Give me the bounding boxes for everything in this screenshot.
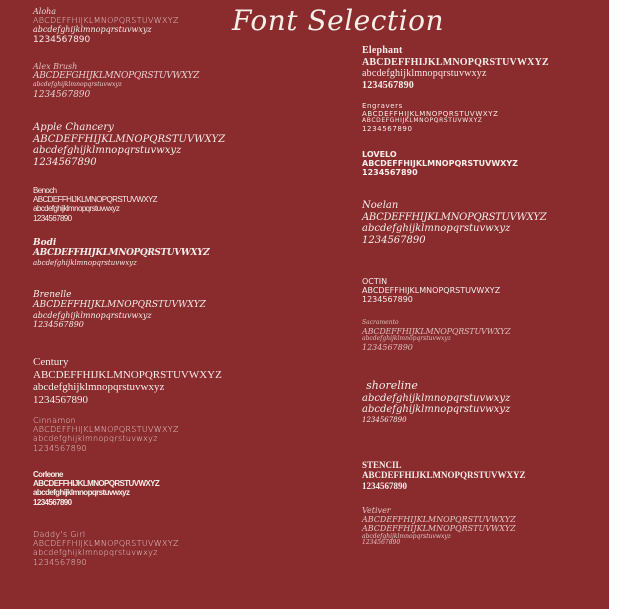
font-sample-elephant (362, 45, 549, 91)
font-uppercase: ABCDEFFHIJKLMNOPQRSTUVWXYZ (33, 425, 179, 435)
font-sample-cinnamon (33, 416, 179, 453)
font-lowercase: abcdefghijklmnopqrstuvwxyz (33, 25, 152, 35)
font-sample-daddys-girl (33, 530, 179, 567)
font-uppercase: ABCDEFFHIJKLMNOPQRSTUVWXYZ (362, 326, 511, 336)
font-digits: 1234567890 (362, 168, 418, 178)
font-uppercase: ABCDEFFHIJKLMNOPQRSTUVWXYZ (33, 195, 157, 205)
font-digits: 1234567890 (33, 213, 72, 223)
font-name: Aloha (33, 7, 57, 16)
font-uppercase: ABCDEFFHIJKLMNOPQRSTUVWXYZ (33, 479, 160, 489)
font-lowercase: abcdefghijklmnopqrstuvwxyz (33, 434, 158, 444)
font-lowercase: abcdefghijklmnopqrstuvwxyz (33, 488, 130, 498)
font-name: Corleone (33, 470, 63, 479)
font-digits: 1234567890 (33, 497, 72, 507)
font-sample-benoch (33, 186, 157, 223)
font-uppercase: ABCDEFFHIJKLMNOPQRSTUVWXYZ (362, 110, 499, 119)
font-digits: 1234567890 (33, 393, 88, 406)
font-uppercase: abcdefghijklmnopqrstuvwxyz (362, 392, 511, 404)
font-name: Vetiver (362, 506, 391, 515)
font-sample-apple-chancery (33, 122, 225, 168)
font-uppercase: ABCDEFFHIJKLMNOPQRSTUVWXYZ (362, 515, 516, 525)
font-digits: 1234567890 (362, 295, 413, 305)
font-uppercase: ABCDEFFHIJKLMNOPQRSTUVWXYZ (33, 248, 210, 259)
font-digits: 1234567890 (362, 79, 414, 91)
font-sample-aloha (33, 7, 179, 45)
font-uppercase: ABCDEFFHIJKLMNOPQRSTUVWXYZ (362, 470, 526, 481)
font-digits: 1234567890 (362, 539, 401, 547)
font-name: Bodi (33, 238, 57, 248)
font-digits: 1234567890 (33, 90, 91, 101)
font-name: Engravers (362, 102, 403, 110)
font-lowercase: ABCDEFGHIJKLMNOPQRSTUVWXYZ (362, 117, 483, 125)
font-sample-noelan (362, 200, 546, 246)
font-name: Apple Chancery (33, 122, 114, 133)
font-digits: 1234567890 (362, 124, 413, 133)
font-uppercase: ABCDEFGHIJKLMNOPQRSTUVWXYZ (33, 71, 200, 82)
font-uppercase: ABCDEFFHIJKLMNOPQRSTUVWXYZ (33, 368, 222, 381)
font-name: Sacramento (362, 319, 399, 326)
font-sample-sacramento (362, 320, 511, 352)
font-lowercase: abcdefghijklmnopqrstuvwxyz (33, 80, 122, 88)
font-name: Brenelle (33, 290, 72, 300)
font-uppercase: ABCDEFFHIJKLMNOPQRSTUVWXYZ (362, 211, 547, 223)
font-sample-alex-brush (33, 62, 199, 101)
font-lowercase: abcdefghijklmnopqrstuvwxyz (33, 145, 182, 156)
font-uppercase: ABCDEFFHIJKLMNOPQRSTUVWXYZ (33, 539, 179, 549)
font-digits: 1234567890 (362, 342, 413, 352)
font-digits: 1234567890 (362, 415, 407, 424)
font-lowercase: abcdefghijklmnopqrstuvwxyz (362, 68, 487, 79)
font-sample-century (33, 356, 222, 407)
font-lowercase: abcdefghijklmnopqrstuvwxyz (362, 404, 511, 416)
font-name: Benoch (33, 186, 57, 195)
font-sample-lovelo (362, 150, 518, 178)
font-name: Elephant (362, 45, 403, 56)
font-lowercase: abcdefghijklmnopqrstuvwxyz (362, 532, 451, 540)
font-sample-bodi (33, 238, 209, 267)
font-sample-brenelle (33, 290, 206, 329)
font-lowercase: abcdefghijklmnopqrstuvwxyz (33, 258, 137, 267)
font-uppercase: ABCDEFFHIJKLMNOPQRSTUVWXYZ (362, 159, 518, 169)
font-lowercase: abcdefghijklmnopqrstuvwxyz (33, 381, 165, 394)
font-uppercase: ABCDEFFHIJKLMNOPQRSTUVWXYZ (33, 16, 179, 26)
font-name: LOVELO (362, 150, 397, 159)
font-lowercase: abcdefghijklmnopqrstuvwxyz (33, 204, 120, 214)
font-digits: 1234567890 (33, 156, 97, 168)
font-lowercase: abcdefghijklmnopqrstuvwxyz (33, 548, 158, 558)
font-digits: 1234567890 (33, 443, 87, 453)
font-name: Noelan (362, 200, 399, 211)
font-digits: 1234567890 (33, 34, 91, 45)
font-sample-corleone (33, 470, 159, 507)
font-sample-octin (362, 277, 500, 305)
font-digits: 1234567890 (362, 234, 426, 246)
font-name: Alex Brush (33, 62, 78, 71)
font-digits: 1234567890 (362, 480, 407, 491)
font-sample-stencil (362, 460, 526, 491)
font-uppercase: ABCDEFFHIJKLMNOPQRSTUVWXYZ (33, 133, 226, 145)
font-name: Century (33, 356, 69, 368)
font-lowercase: abcdefghijklmnopqrstuvwxyz (362, 223, 511, 234)
font-name: shoreline (366, 379, 418, 392)
font-uppercase-2: ABCDEFFHIJKLMNOPQRSTUVWXYZ (362, 524, 516, 534)
font-sample-shoreline (362, 380, 510, 424)
font-sample-engravers (362, 102, 499, 133)
font-digits: 1234567890 (33, 319, 84, 329)
page-title: Font Selection (232, 4, 444, 37)
font-sample-vetiver (362, 506, 516, 547)
font-name: STENCIL (362, 460, 402, 470)
font-name: Daddy's Girl (33, 530, 86, 539)
font-lowercase: abcdefghijklmnopqrstuvwxyz (362, 335, 451, 343)
font-digits: 1234567890 (33, 557, 87, 567)
font-lowercase: abcdefghijklmnopqrstuvwxyz (33, 310, 152, 320)
font-uppercase: ABCDEFFHIJKLMNOPQRSTUVWXYZ (33, 300, 206, 311)
font-uppercase: ABCDEFFHIJKLMNOPQRSTUVWXYZ (362, 286, 501, 296)
font-name: Cinnamon (33, 416, 77, 425)
font-name: OCTIN (362, 277, 388, 286)
font-uppercase: ABCDEFFHIJKLMNOPQRSTUVWXYZ (362, 56, 549, 68)
page-edge (609, 0, 617, 609)
